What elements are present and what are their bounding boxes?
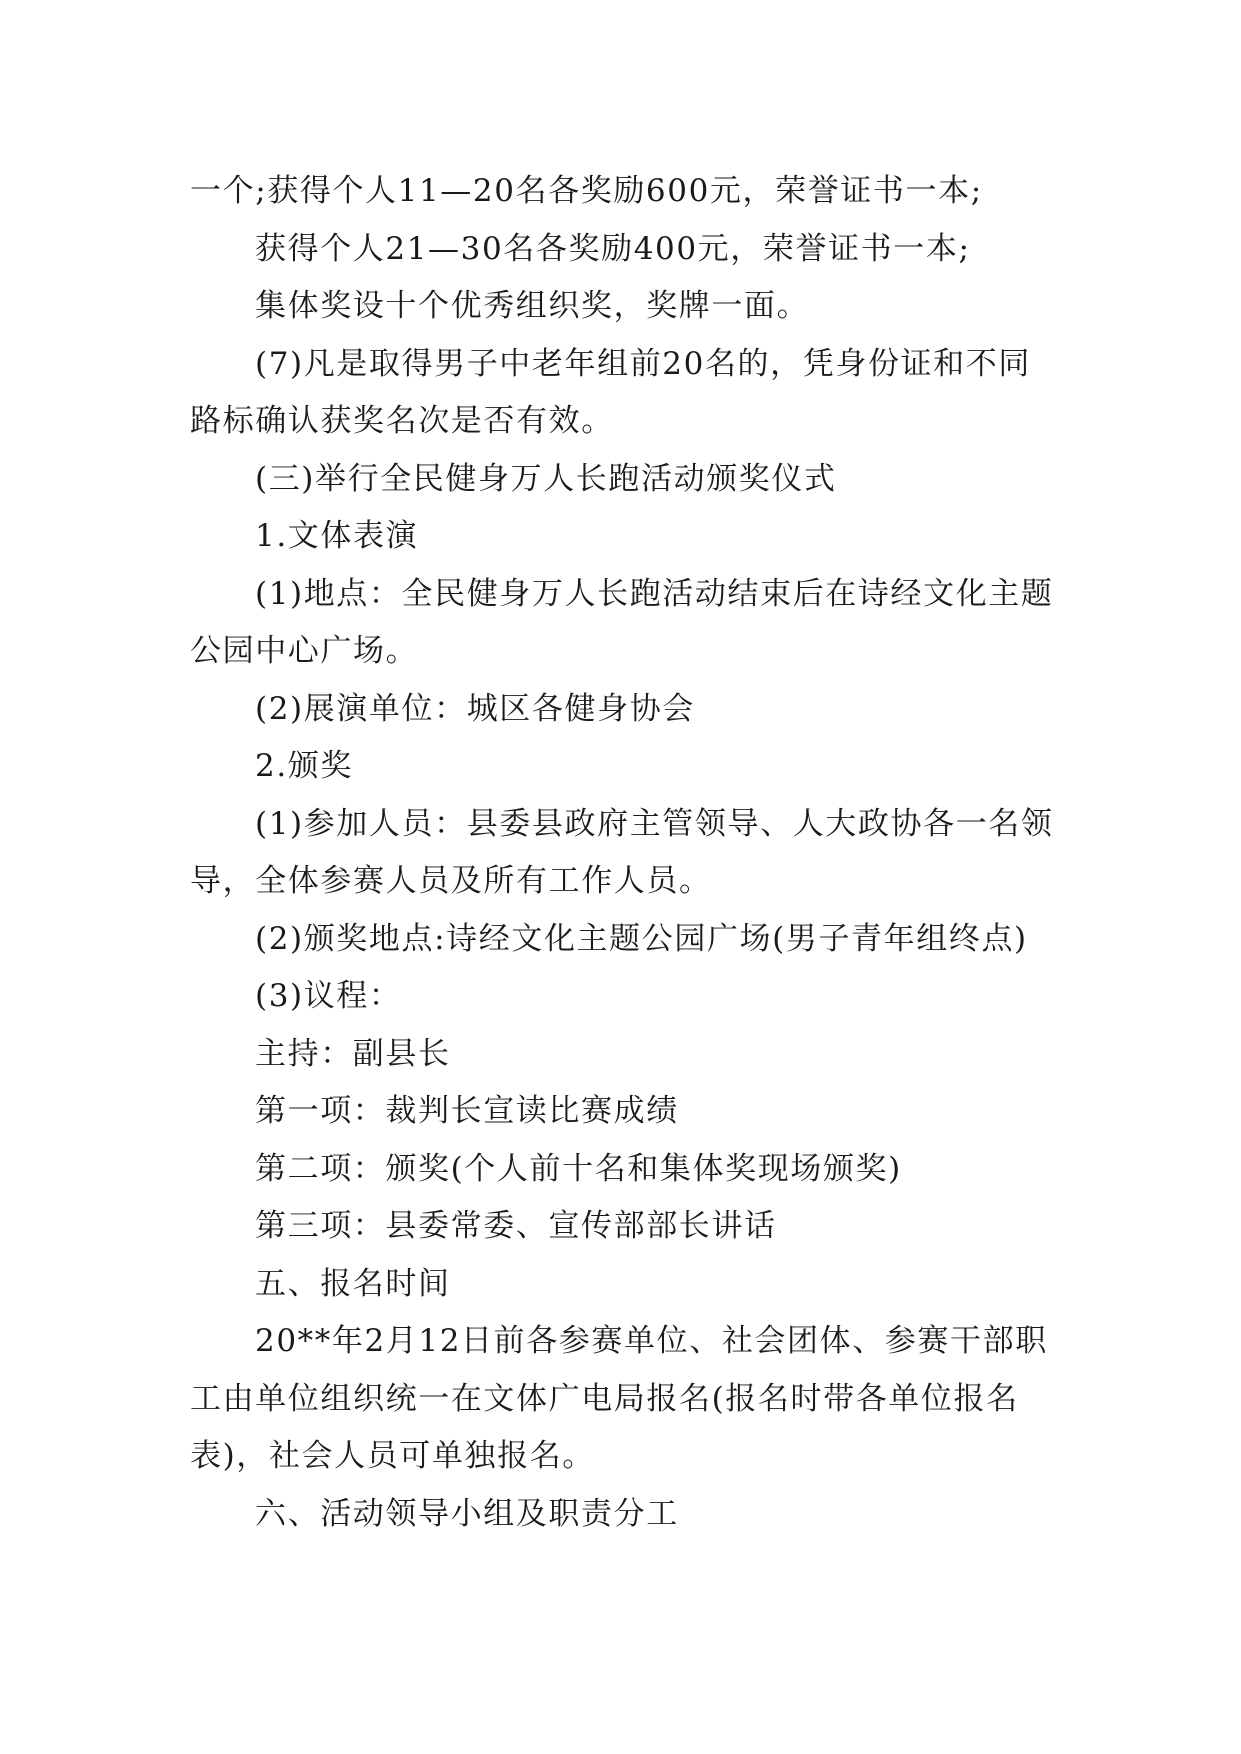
subheading-awarding: 2.颁奖 [255, 748, 353, 784]
paragraph-award-location: (2)颁奖地点:诗经文化主题公园广场(男子青年组终点) [255, 920, 1028, 957]
subheading-performance: 1.文体表演 [255, 518, 419, 554]
paragraph-performance-units: (2)展演单位：城区各健身协会 [255, 690, 695, 727]
paragraph-agenda-item-3: 第三项：县委常委、宣传部部长讲话 [255, 1208, 777, 1244]
document-body [190, 163, 1060, 1543]
paragraph-rule-7: (7)凡是取得男子中老年组前20名的，凭身份证和不同路标确认获奖名次是否有效。 [190, 345, 1031, 439]
paragraph-award-individual-11-20: 一个;获得个人11—20名各奖励600元，荣誉证书一本; [190, 173, 983, 209]
paragraph-agenda-item-1: 第一项：裁判长宣读比赛成绩 [255, 1093, 679, 1129]
paragraph-agenda-heading: (3)议程： [255, 978, 402, 1014]
paragraph-award-individual-21-30: 获得个人21—30名各奖励400元，荣誉证书一本; [255, 230, 971, 267]
paragraph-agenda-item-2: 第二项：颁奖(个人前十名和集体奖现场颁奖) [255, 1150, 902, 1187]
paragraph-registration-details: 20**年2月12日前各参赛单位、社会团体、参赛干部职工由单位组织统一在文体广电局报名(报名时带各单位报名表)，社会人员可单独报名。 [190, 1323, 1048, 1474]
paragraph-attendees: (1)参加人员：县委县政府主管领导、人大政协各一名领导，全体参赛人员及所有工作人员。 [190, 805, 1054, 899]
paragraph-performance-location: (1)地点：全民健身万人长跑活动结束后在诗经文化主题公园中心广场。 [190, 575, 1054, 669]
paragraph-host: 主持：副县长 [255, 1035, 451, 1072]
section-heading-ceremony: (三)举行全民健身万人长跑活动颁奖仪式 [255, 460, 837, 497]
section-heading-registration-time: 五、报名时间 [255, 1265, 451, 1302]
paragraph-award-collective: 集体奖设十个优秀组织奖，奖牌一面。 [255, 288, 810, 324]
section-heading-leadership-group: 六、活动领导小组及职责分工 [255, 1495, 679, 1532]
